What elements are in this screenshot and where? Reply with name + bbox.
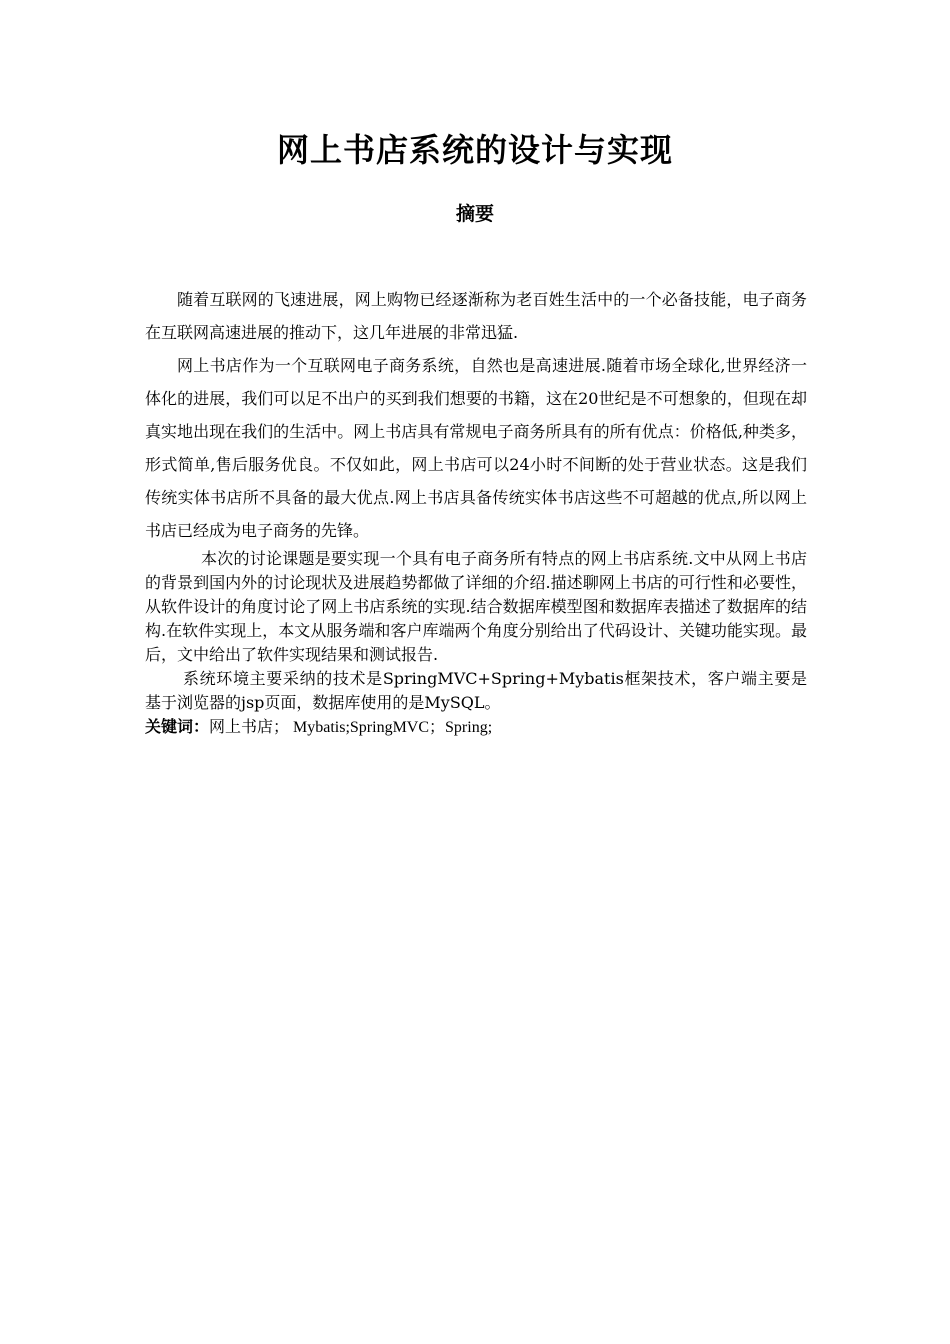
abstract-paragraph-1: 随着互联网的飞速进展，网上购物已经逐渐称为老百姓生活中的一个必备技能，电子商务在互联网高速进展的推动下，这几年进展的非常迅猛.: [145, 290, 807, 342]
abstract-heading: 摘要: [455, 203, 494, 225]
abstract-body: [145, 283, 807, 740]
keywords-line: [145, 715, 807, 740]
abstract-paragraph-2: 网上书店作为一个互联网电子商务系统，自然也是高速进展.随着市场全球化,世界经济一体化的进展，我们可以足不出户的买到我们想要的书籍，这在20世纪是不可想象的，但现在却真实地出现在我们的生活中。网上书店具有常规电子商务所具有的所有优点：价格低,种类多，形式简单,售后服务优良。不仅如此，网上书店可以24小时不间断的处于营业状态。这是我们传统实体书店所不具备的最大优点.网上书店具备传统实体书店这些不可超越的优点,所以网上书店已经成为电子商务的先锋。: [145, 356, 807, 540]
document-title: 网上书店系统的设计与实现: [276, 131, 673, 169]
keywords-label: 关键词：: [145, 717, 210, 736]
abstract-paragraph-4: 系统环境主要采纳的技术是SpringMVC+Spring+Mybatis框架技术，客户端主要是基于浏览器的jsp页面，数据库使用的是MySQL。: [145, 669, 807, 712]
abstract-paragraph-3: 本次的讨论课题是要实现一个具有电子商务所有特点的网上书店系统.文中从网上书店的背景到国内外的讨论现状及进展趋势都做了详细的介绍.描述聊网上书店的可行性和必要性，从软件设计的角度讨论了网上书店系统的实现.结合数据库模型图和数据库表描述了数据库的结构.在软件实现上，本文从服务端和客户库端两个角度分别给出了代码设计、关键功能实现。最后，文中给出了软件实现结果和测试报告.: [145, 549, 807, 664]
keywords-value: 网上书店； Mybatis;SpringMVC；Spring;: [209, 719, 493, 736]
